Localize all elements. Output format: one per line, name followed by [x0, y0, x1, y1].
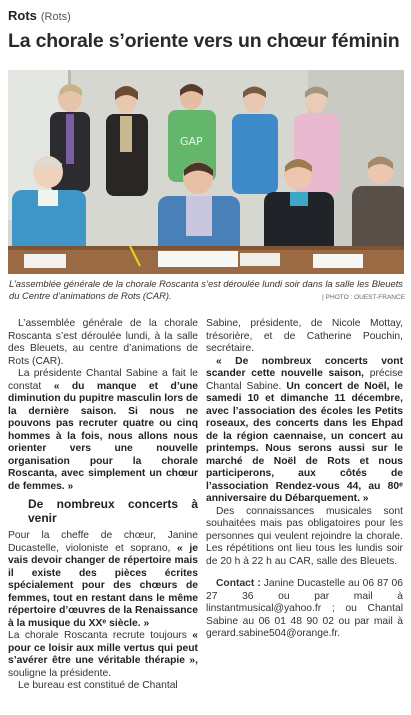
dateline-location: Rots	[8, 8, 37, 23]
contact-paragraph	[206, 578, 403, 641]
text-run: précise Chantal Sabine.	[206, 368, 403, 392]
photo-caption	[9, 278, 405, 304]
photo-credit: | PHOTO : OUEST-FRANCE	[322, 294, 405, 301]
text-run: souligne la présidente.	[8, 667, 112, 679]
intertitle: De nombreux concerts à venir	[28, 497, 198, 525]
quote: Un concert de Noël, le samedi 10 et dimanche 11 décembre, avec l’association des écoles les Petits roseaux, des concerts dans les Ehpad de la région caennaise, un concert au printemps. Nous serons aussi sur le marché de Noël de Rots et nous participerons, aux côtés de l’association Rendez-vous 44, au 80ᵉ anniversaire du Débarquement. »	[206, 380, 403, 504]
svg-text:GAP: GAP	[180, 135, 203, 148]
paragraph	[8, 630, 198, 680]
quote: « je vais devoir changer de répertoire mais il existe des pièces écrites spécialement pour des chœurs de femmes, tout en restant dans le même répertoire d’œuvres de la Renaissance à la musique du XXᵉ siècle. »	[8, 542, 198, 629]
photo-caption-text: L’assemblée générale de la chorale Roscanta s’est déroulée lundi soir dans la salle les Bleuets du Centre d’animations de Rots (CAR).	[9, 278, 403, 301]
contact-label: Contact :	[216, 578, 261, 589]
paragraph: Sabine, présidente, de Nicole Mottay, trésorière, et de Catherine Pouchin, secrétaire.	[206, 318, 403, 354]
text-run: La chorale Roscanta recrute toujours	[8, 630, 187, 641]
paragraph: L’assemblée générale de la chorale Roscanta s’est déroulée lundi, à la salle des Bleuets, au centre d’animations de Rots (CAR).	[8, 318, 198, 367]
quote: « De nombreux concerts vont scander cette nouvelle saison,	[206, 355, 403, 379]
article-column-2	[206, 318, 403, 641]
paragraph	[206, 356, 403, 506]
paragraph	[8, 530, 198, 630]
dateline	[8, 8, 71, 23]
dateline-location-paren: (Rots)	[40, 11, 71, 23]
paragraph: Le bureau est constitué de Chantal	[18, 680, 178, 691]
paragraph: Des connaissances musicales sont souhaitées mais pas obligatoires pour les personnes qui veulent rejoindre la chorale. Les répétitions ont lieu tous les lundis soir de 20 h à 22 h au CAR, salle des Bleuets.	[206, 505, 403, 567]
contact-text: Janine Ducastelle au 06 87 06 27 36 ou par mail à linstantmusical@yahoo.fr ; ou Chantal Sabine au 06 01 48 90 02 ou par mail à gerard.sabine504@orange.fr.	[206, 578, 403, 639]
text-run: Pour la cheffe de chœur, Janine Ducastelle, violoniste et soprano,	[8, 530, 198, 554]
quote: « du manque et d’une diminution du pupitre masculin lors de la dernière saison. Si nous ne pouvons pas recruter quatre ou cinq hommes à la fois, nous allons nous orienter vers une nouvelle organisation pour la chorale Roscanta, avec simplement un chœur de femmes. »	[8, 380, 198, 492]
quote: « pour ce loisir aux mille vertus qui peut s’avérer être une véritable thérapie »,	[8, 630, 198, 666]
article-photo	[8, 70, 404, 274]
text-run: La présidente Chantal Sabine a fait le constat	[8, 368, 198, 392]
choir-group-photo	[8, 70, 404, 274]
article-column-1	[8, 318, 198, 693]
paragraph	[8, 368, 198, 493]
headline: La chorale s’oriente vers un chœur féminin	[8, 30, 400, 52]
